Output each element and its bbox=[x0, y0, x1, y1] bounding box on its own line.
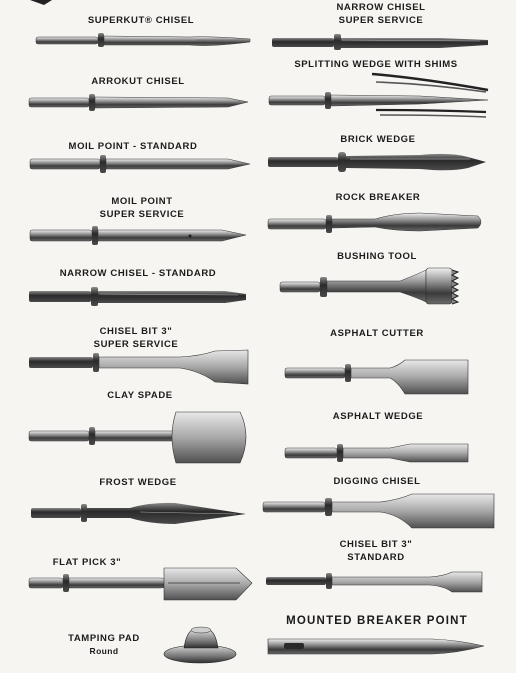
tamping-pad-illustration bbox=[164, 627, 236, 663]
mounted-breaker-point-illustration bbox=[268, 639, 484, 654]
label-narrow-chisel-standard: NARROW CHISEL - STANDARD bbox=[59, 268, 217, 279]
label-moil-point-standard: MOIL POINT - STANDARD bbox=[68, 141, 198, 152]
label-splitting-wedge: SPLITTING WEDGE WITH SHIMS bbox=[294, 59, 458, 70]
label-digging-chisel: DIGGING CHISEL bbox=[333, 476, 421, 487]
label-bushing-tool: BUSHING TOOL bbox=[337, 251, 417, 262]
label-tamping-pad: TAMPING PAD Round bbox=[68, 633, 140, 656]
page-corner-mark bbox=[30, 0, 52, 5]
asphalt-wedge-illustration bbox=[285, 444, 468, 462]
label-narrow-chisel-super: NARROW CHISEL SUPER SERVICE bbox=[336, 2, 426, 26]
arrokut-chisel-illustration bbox=[29, 94, 248, 111]
flat-pick-illustration bbox=[29, 568, 252, 600]
superkut-chisel-illustration bbox=[36, 33, 250, 47]
label-superkut-chisel: SUPERKUT® CHISEL bbox=[87, 15, 195, 26]
label-moil-point-super: MOIL POINT SUPER SERVICE bbox=[99, 196, 185, 220]
label-asphalt-wedge: ASPHALT WEDGE bbox=[332, 411, 424, 422]
frost-wedge-illustration bbox=[31, 503, 246, 524]
rock-breaker-illustration bbox=[268, 213, 481, 233]
moil-point-super-illustration bbox=[30, 226, 246, 245]
label-clay-spade: CLAY SPADE bbox=[107, 390, 173, 401]
bushing-tool-illustration bbox=[280, 268, 458, 304]
chisel-bit-standard-illustration bbox=[266, 572, 482, 592]
label-flat-pick: FLAT PICK 3" bbox=[52, 557, 122, 568]
label-frost-wedge: FROST WEDGE bbox=[99, 477, 177, 488]
asphalt-cutter-illustration bbox=[285, 360, 468, 394]
splitting-wedge-illustration bbox=[269, 74, 488, 117]
digging-chisel-illustration bbox=[263, 494, 494, 528]
narrow-chisel-standard-illustration bbox=[29, 287, 246, 306]
narrow-chisel-super-illustration bbox=[272, 34, 488, 50]
moil-point-standard-illustration bbox=[30, 155, 250, 173]
label-mounted-breaker-point: MOUNTED BREAKER POINT bbox=[286, 615, 468, 627]
label-chisel-bit-standard: CHISEL BIT 3" STANDARD bbox=[339, 539, 413, 563]
label-rock-breaker: ROCK BREAKER bbox=[335, 192, 421, 203]
label-brick-wedge: BRICK WEDGE bbox=[340, 134, 416, 145]
brick-wedge-illustration bbox=[268, 152, 486, 172]
label-asphalt-cutter: ASPHALT CUTTER bbox=[330, 328, 424, 339]
label-chisel-bit-super: CHISEL BIT 3" SUPER SERVICE bbox=[93, 326, 179, 350]
clay-spade-illustration bbox=[29, 412, 246, 463]
label-arrokut-chisel: ARROKUT CHISEL bbox=[91, 76, 185, 87]
chisel-bit-super-illustration bbox=[29, 350, 248, 384]
